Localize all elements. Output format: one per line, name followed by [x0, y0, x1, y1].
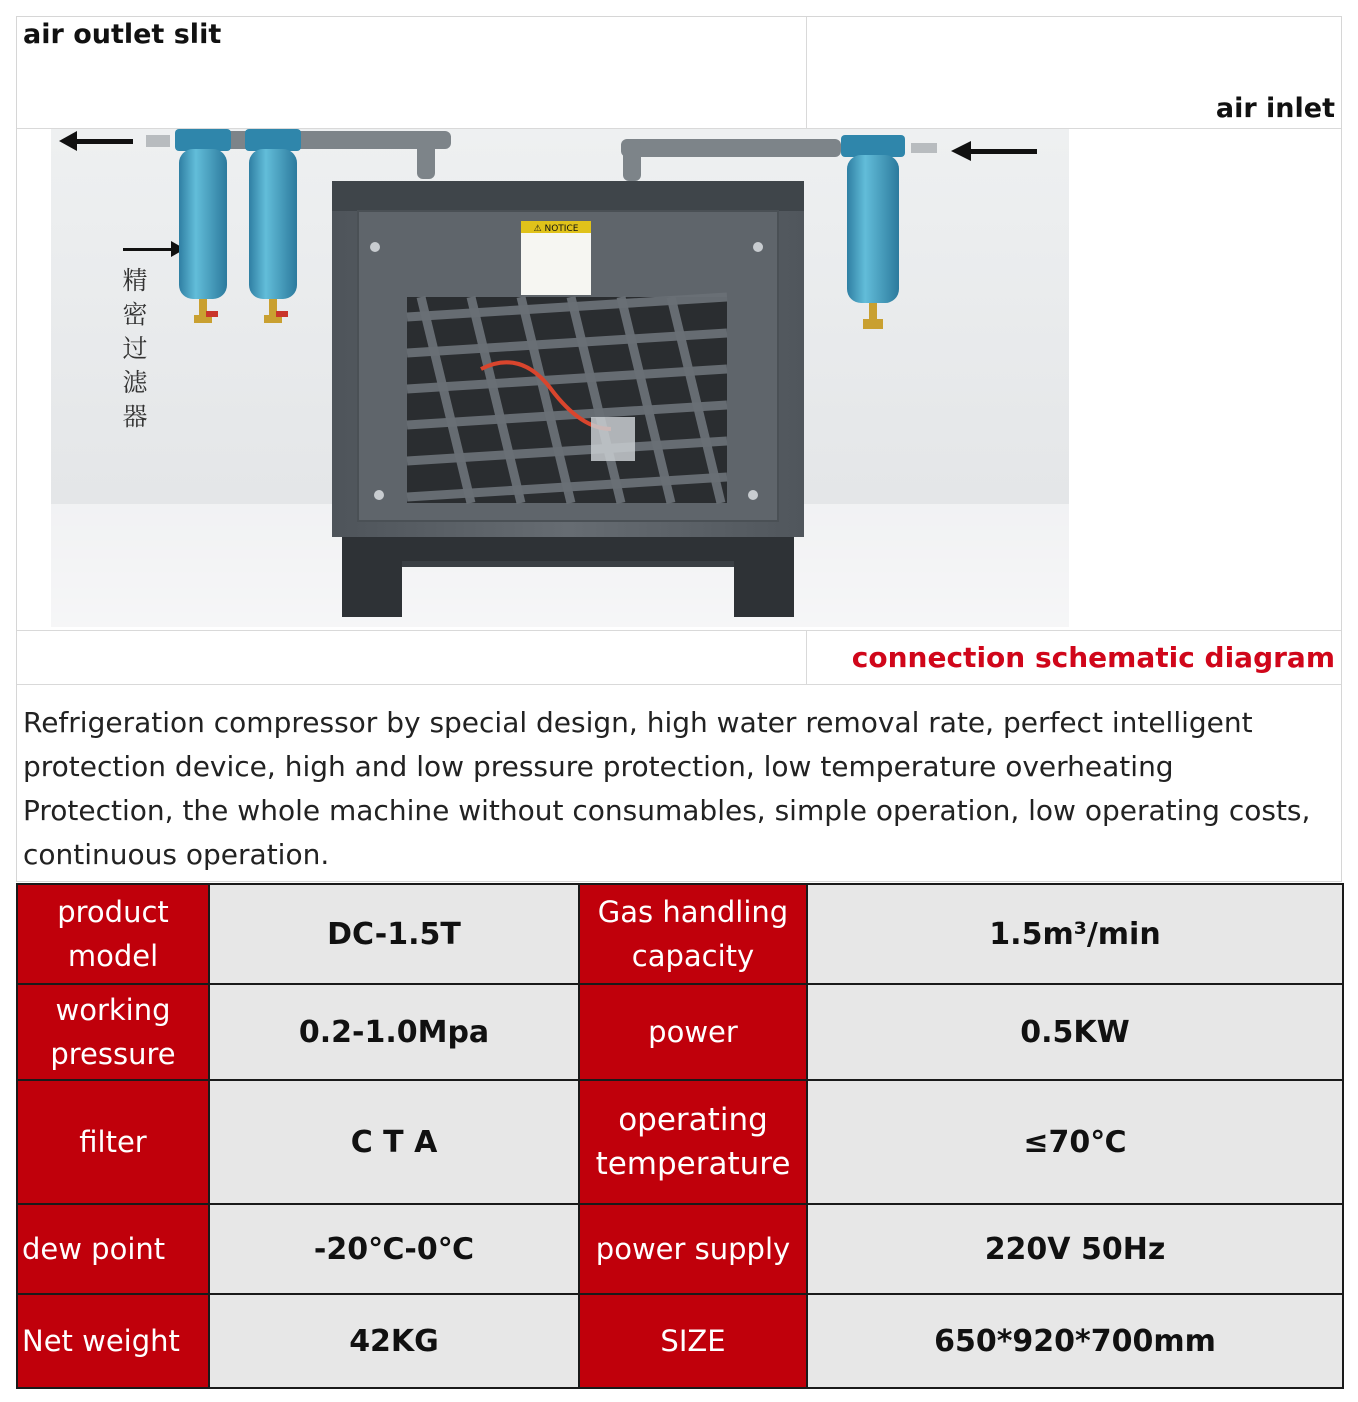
svg-text:器: 器: [122, 402, 148, 431]
svg-text:密: 密: [122, 300, 148, 329]
spec-value: -20℃-0℃: [209, 1204, 579, 1294]
grid-line: [806, 17, 807, 128]
product-sheet: [16, 16, 1342, 882]
svg-text:过: 过: [122, 334, 148, 363]
spec-key: Net weight: [17, 1294, 209, 1388]
spec-key: SIZE: [579, 1294, 807, 1388]
spec-key: working pressure: [17, 984, 209, 1080]
table-row: [17, 884, 1343, 984]
spec-value: 220V 50Hz: [807, 1204, 1343, 1294]
spec-key: operating temperature: [579, 1080, 807, 1204]
table-row: [17, 1294, 1343, 1388]
spec-key: power: [579, 984, 807, 1080]
spec-table: [16, 883, 1344, 1389]
table-row: [17, 984, 1343, 1080]
air-inlet-label: air inlet: [1215, 93, 1335, 124]
product-description: Refrigeration compressor by special design, high water removal rate, perfect intelligent protection device, high and low pressure protection, low temperature overheating Protection, the whole machine without consumables, simple operation, low operating costs, continuous operation.: [23, 706, 1311, 871]
refrigerated-dryer-unit: [332, 181, 804, 617]
spec-value: ≤70℃: [807, 1080, 1343, 1204]
connection-diagram-label: connection schematic diagram: [851, 641, 1335, 674]
svg-text:精: 精: [122, 266, 148, 295]
spec-value: 650*920*700mm: [807, 1294, 1343, 1388]
precision-filter-1: [175, 129, 231, 323]
grid-line: [806, 630, 807, 684]
air-dryer-photo: [51, 129, 1069, 627]
spec-key: dew point: [17, 1204, 209, 1294]
spec-key: product model: [17, 884, 209, 984]
spec-key: filter: [17, 1080, 209, 1204]
svg-text:滤: 滤: [122, 368, 148, 397]
table-row: [17, 1204, 1343, 1294]
spec-value: DC-1.5T: [209, 884, 579, 984]
precision-filter-caption: [122, 266, 148, 431]
grid-line: [17, 630, 1341, 631]
spec-key: Gas handling capacity: [579, 884, 807, 984]
grid-line: [17, 684, 1341, 685]
spec-value: C T A: [209, 1080, 579, 1204]
spec-value: 0.2-1.0Mpa: [209, 984, 579, 1080]
precision-filter-2: [245, 129, 301, 323]
spec-value: 0.5KW: [807, 984, 1343, 1080]
air-outlet-label: air outlet slit: [23, 19, 222, 50]
svg-text:⚠ NOTICE: ⚠ NOTICE: [533, 224, 579, 234]
table-row: [17, 1080, 1343, 1204]
spec-value: 42KG: [209, 1294, 579, 1388]
spec-key: power supply: [579, 1204, 807, 1294]
spec-value: 1.5m³/min: [807, 884, 1343, 984]
